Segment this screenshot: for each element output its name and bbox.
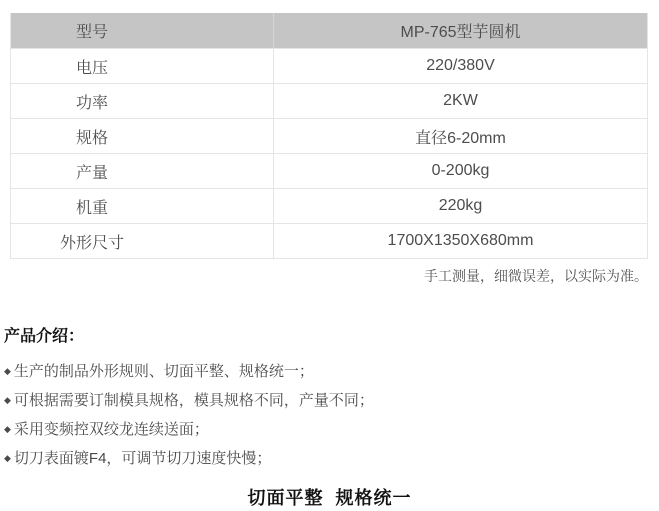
spec-label-cell: 外形尺寸 (11, 224, 274, 258)
product-intro-heading: 产品介绍： (4, 328, 85, 345)
footer-slogan: 切面平整 规格统一 (247, 488, 412, 508)
spec-value-cell: 220/380V (426, 57, 495, 74)
table-row (11, 153, 647, 188)
spec-value-cell: 220kg (438, 197, 483, 214)
spec-table (10, 13, 648, 259)
intro-bullet-text: 生产的制品外形规则、切面平整、规格统一； (13, 363, 314, 380)
intro-bullet-text: 切刀表面镀F4，可调节切刀速度快慢； (13, 450, 272, 467)
list-item (4, 391, 654, 410)
list-item (4, 449, 654, 468)
spec-value-cell: 1700X1350X680mm (387, 232, 534, 249)
spec-value-cell: 2KW (443, 92, 478, 109)
spec-value-cell: 直径6-20mm (415, 129, 506, 147)
table-row (11, 188, 647, 223)
product-intro-section (4, 326, 654, 478)
spec-table-header-row (11, 13, 647, 48)
diamond-bullet-icon: ◆ (4, 366, 11, 376)
spec-label-cell: 功率 (11, 84, 274, 118)
spec-header-value: MP-765型芋圆机 (400, 24, 521, 41)
spec-label-cell: 产量 (11, 154, 274, 188)
table-row (11, 223, 647, 258)
spec-label-cell: 机重 (11, 189, 274, 223)
table-row (11, 83, 647, 118)
table-row (11, 118, 647, 153)
diamond-bullet-icon: ◆ (4, 453, 11, 463)
intro-bullet-text: 采用变频控双绞龙连续送面； (13, 421, 209, 438)
list-item (4, 362, 654, 381)
diamond-bullet-icon: ◆ (4, 424, 11, 434)
spec-header-label: 型号 (11, 13, 274, 48)
spec-label-cell: 电压 (11, 49, 274, 83)
spec-label-cell: 规格 (11, 119, 274, 153)
diamond-bullet-icon: ◆ (4, 395, 11, 405)
spec-value-cell: 0-200kg (431, 162, 490, 179)
measurement-note: 手工测量，细微误差，以实际为准。 (424, 268, 648, 284)
table-row (11, 48, 647, 83)
intro-bullet-text: 可根据需要订制模具规格，模具规格不同，产量不同； (13, 392, 374, 409)
list-item (4, 420, 654, 439)
